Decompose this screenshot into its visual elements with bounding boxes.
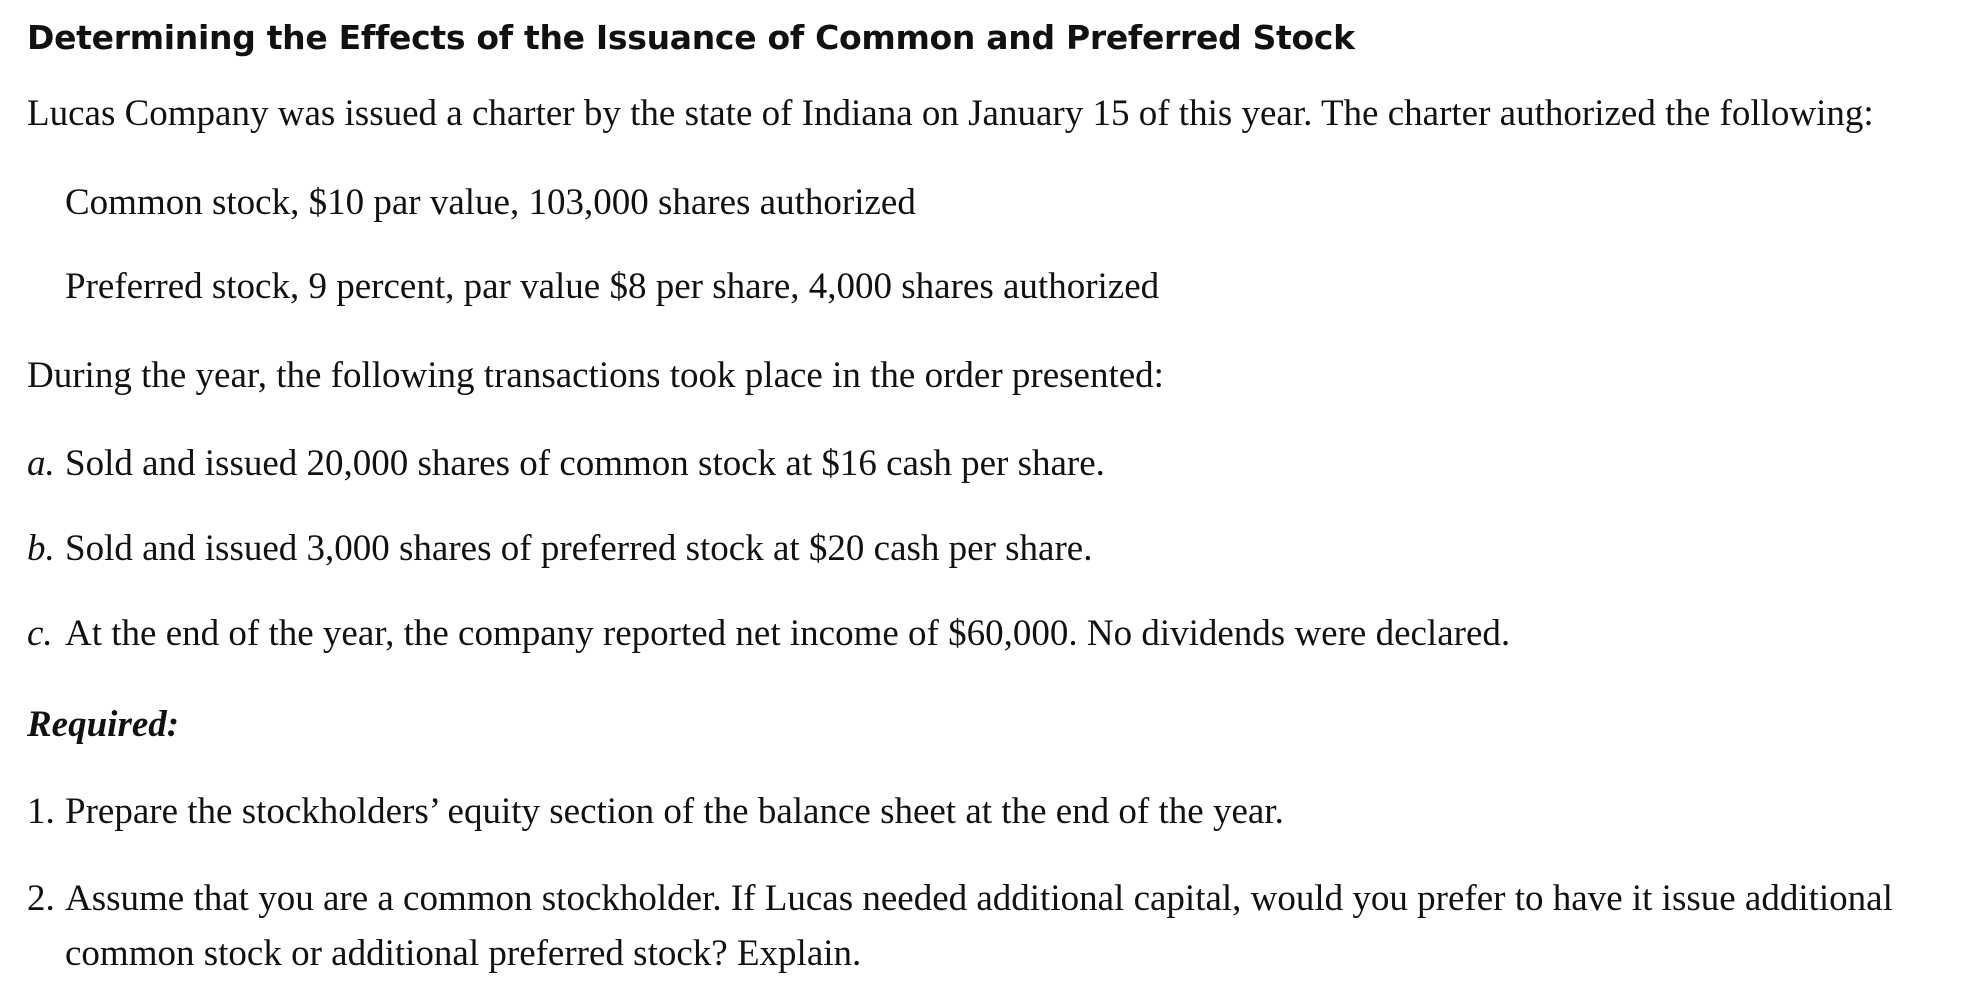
authorized-preferred-stock: Preferred stock, 9 percent, par value $8 per share, 4,000 shares authorized bbox=[65, 266, 1160, 307]
transaction-c bbox=[27, 606, 1510, 662]
transaction-a bbox=[27, 436, 1105, 492]
transaction-c-marker: c. bbox=[27, 613, 53, 654]
intro-paragraph: Lucas Company was issued a charter by the state of Indiana on January 15 of this year. The charter authorized the following: bbox=[27, 93, 1874, 134]
transaction-b-marker: b. bbox=[27, 528, 55, 569]
requirement-2 bbox=[27, 871, 1893, 927]
transaction-b-text: Sold and issued 3,000 shares of preferred stock at $20 cash per share. bbox=[65, 528, 1093, 569]
transaction-c-text: At the end of the year, the company reported net income of $60,000. No dividends were declared. bbox=[65, 613, 1511, 654]
requirement-1 bbox=[27, 784, 1284, 840]
problem-title: Determining the Effects of the Issuance of Common and Preferred Stock bbox=[27, 18, 1355, 57]
transaction-a-text: Sold and issued 20,000 shares of common stock at $16 cash per share. bbox=[65, 443, 1105, 484]
requirement-2-text: Assume that you are a common stockholder. If Lucas needed additional capital, would you prefer to have it issue additional bbox=[65, 878, 1893, 919]
requirement-1-marker: 1. bbox=[27, 791, 55, 832]
authorized-common-stock: Common stock, $10 par value, 103,000 shares authorized bbox=[65, 182, 916, 223]
requirement-1-text: Prepare the stockholders’ equity section of the balance sheet at the end of the year. bbox=[65, 791, 1284, 832]
transactions-intro: During the year, the following transactions took place in the order presented: bbox=[27, 355, 1164, 396]
transaction-b bbox=[27, 521, 1092, 577]
required-label: Required: bbox=[27, 704, 180, 745]
transaction-a-marker: a. bbox=[27, 443, 55, 484]
requirement-2-text-continued: common stock or additional preferred stock? Explain. bbox=[65, 933, 862, 974]
requirement-2-marker: 2. bbox=[27, 878, 55, 919]
